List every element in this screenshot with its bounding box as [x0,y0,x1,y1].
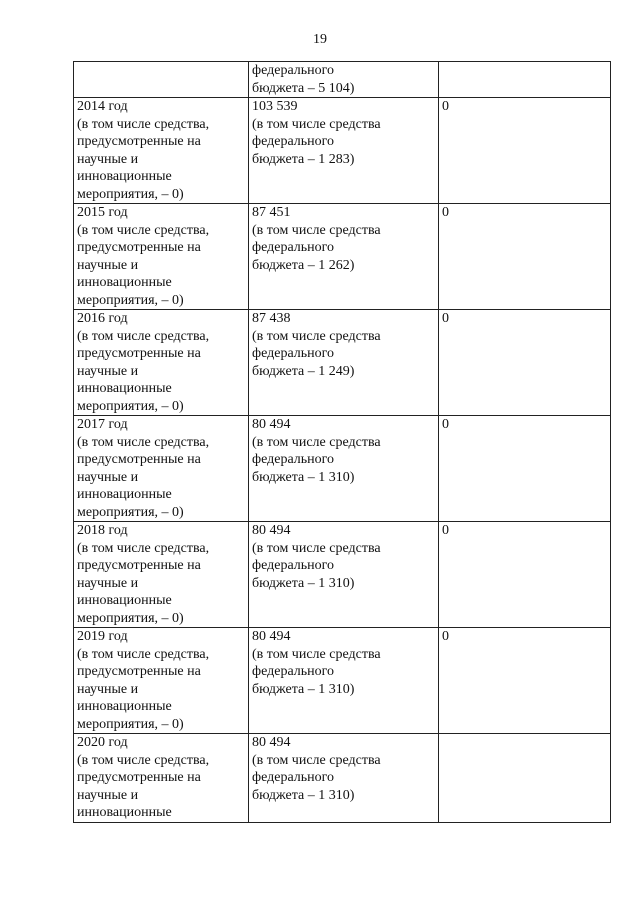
table-cell-value: 0 [439,522,611,628]
text-line: (в том числе средства, [77,434,210,450]
table-cell-amount [249,628,439,734]
text-line: бюджета – 1 310) [252,575,355,591]
text-line: (в том числе средства [252,540,381,556]
text-line: федерального [252,346,335,361]
text-line: бюджета – 1 310) [252,469,355,485]
text-line: (в том числе средства [252,646,381,662]
text-line: (в том числе средства [252,434,381,450]
table-cell-amount [249,522,439,628]
text-line: мероприятия, – 0) [77,398,184,414]
text-line: бюджета – 1 310) [252,787,355,803]
text-line: (в том числе средства [252,116,381,132]
table-cell-amount [249,310,439,416]
table-cell-year [74,98,249,204]
year-label: 2019 год [77,629,128,644]
text-line: мероприятия, – 0) [77,716,184,732]
text-line: (в том числе средства, [77,646,210,662]
year-label: 2017 год [77,417,128,432]
text-line: научные и [77,681,139,697]
table-cell-value [439,62,611,98]
table-cell-value [439,734,611,823]
table-cell-year [74,204,249,310]
text-line: федерального [252,770,335,785]
table-cell-value: 0 [439,98,611,204]
table-cell-year [74,62,249,98]
table-cell-value: 0 [439,628,611,734]
amount-value: 80 494 [252,735,291,750]
table-cell-amount [249,98,439,204]
year-label: 2020 год [77,735,128,750]
table-cell-year [74,310,249,416]
table-cell-year [74,628,249,734]
text-line: федерального [252,664,335,679]
text-line: бюджета – 1 262) [252,257,355,273]
text-line: научные и [77,787,139,803]
amount-value: 87 438 [252,311,291,326]
text-line: предусмотренные на [77,240,201,255]
text-line: научные и [77,469,139,485]
text-line: инновационные [77,381,172,396]
text-line: (в том числе средства [252,222,381,238]
table-cell-year [74,734,249,823]
text-line: (в том числе средства, [77,752,210,768]
table-row [74,628,611,734]
text-line: мероприятия, – 0) [77,292,184,308]
text-line: (в том числе средства, [77,540,210,556]
text-line: мероприятия, – 0) [77,186,184,202]
table-row [74,522,611,628]
text-line: инновационные [77,487,172,502]
text-line: мероприятия, – 0) [77,610,184,626]
amount-value: 103 539 [252,99,298,114]
text-line: инновационные [77,275,172,290]
text-line: (в том числе средства, [77,328,210,344]
table-row-continued [74,62,611,98]
table-cell-amount [249,734,439,823]
text-line: бюджета – 1 283) [252,151,355,167]
table-cell-amount [249,62,439,98]
text-line: научные и [77,363,139,379]
text-line: научные и [77,257,139,273]
text-line: предусмотренные на [77,664,201,679]
text-line: инновационные [77,805,172,820]
text-line: бюджета – 1 249) [252,363,355,379]
text-line: предусмотренные на [77,770,201,785]
table-cell-value: 0 [439,416,611,522]
table-cell-year [74,416,249,522]
text-line: федерального [252,558,335,573]
table-cell-value: 0 [439,310,611,416]
table-row [74,310,611,416]
text-line: мероприятия, – 0) [77,504,184,520]
table-cell-amount [249,416,439,522]
text-line: научные и [77,151,139,167]
page-number: 19 [313,32,327,47]
text-line: предусмотренные на [77,346,201,361]
year-label: 2016 год [77,311,128,326]
amount-value: 80 494 [252,523,291,538]
table-cell-value: 0 [439,204,611,310]
year-label: 2014 год [77,99,128,114]
text-line: (в том числе средства, [77,116,210,132]
text-line: федерального [252,452,335,467]
text-line: федерального [252,134,335,149]
amount-value: 80 494 [252,417,291,432]
table-cell-year [74,522,249,628]
table-cell-amount [249,204,439,310]
table-row [74,734,611,823]
year-label: 2018 год [77,523,128,538]
text-line: инновационные [77,169,172,184]
text-line: федерального [252,240,335,255]
text-line: инновационные [77,593,172,608]
table-row [74,416,611,522]
text-line: бюджета – 5 104) [252,80,355,96]
amount-value: 80 494 [252,629,291,644]
text-line: (в том числе средства [252,328,381,344]
text-line: (в том числе средства, [77,222,210,238]
funding-table [73,61,611,823]
text-line: предусмотренные на [77,134,201,149]
text-line: бюджета – 1 310) [252,681,355,697]
table-row [74,98,611,204]
amount-value: 87 451 [252,205,291,220]
text-line: федерального [252,63,335,78]
text-line: предусмотренные на [77,558,201,573]
text-line: предусмотренные на [77,452,201,467]
year-label: 2015 год [77,205,128,220]
text-line: (в том числе средства [252,752,381,768]
text-line: инновационные [77,699,172,714]
text-line: научные и [77,575,139,591]
table-row [74,204,611,310]
